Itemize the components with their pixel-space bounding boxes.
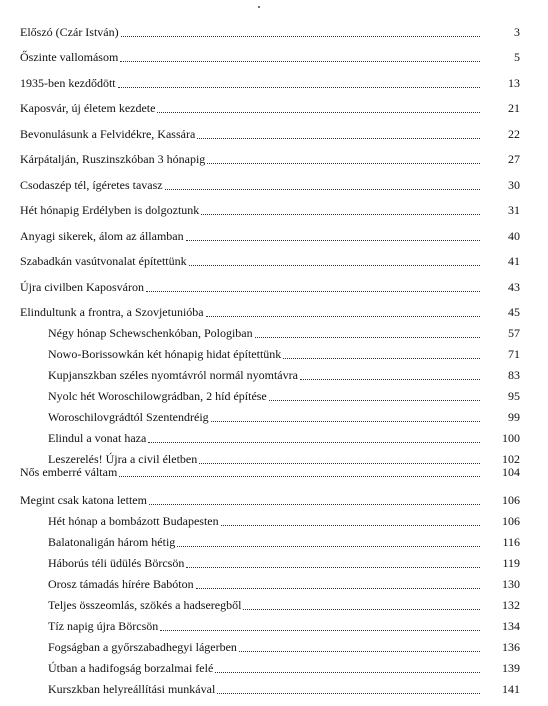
toc-leader-dots [177, 542, 480, 547]
toc-entry-title: 1935-ben kezdődött [20, 76, 116, 90]
toc-section-2 [0, 298, 548, 466]
toc-leader-dots [121, 32, 480, 37]
toc-entry[interactable] [0, 166, 548, 192]
toc-leader-dots [283, 354, 480, 359]
toc-leader-dots [221, 521, 480, 526]
toc-subentry[interactable] [0, 340, 548, 361]
toc-entry-title: Négy hónap Schewschenkóban, Pologiban [48, 326, 253, 340]
toc-entry-page: 30 [508, 178, 520, 192]
toc-entry-page: 21 [508, 101, 520, 115]
toc-entry-title: Őszinte vallomásom [20, 50, 119, 64]
toc-leader-dots [269, 396, 480, 401]
toc-entry-title: Nős emberré váltam [20, 465, 118, 479]
toc-leader-dots [215, 668, 480, 673]
toc-entry-title: Nowo-Borissowkán két hónapig hidat építettünk [48, 347, 282, 361]
toc-entry[interactable] [0, 486, 548, 507]
toc-subentry[interactable] [0, 549, 548, 570]
toc-leader-dots [197, 134, 480, 139]
toc-subentry[interactable] [0, 612, 548, 633]
toc-entry-title: Háborús téli üdülés Börcsön [48, 556, 185, 570]
toc-entry-page: 45 [508, 305, 520, 319]
toc-entry[interactable] [0, 141, 548, 166]
toc-entry-page: 41 [508, 254, 520, 268]
toc-subentry[interactable] [0, 403, 548, 424]
toc-subentry[interactable] [0, 570, 548, 591]
toc-entry-page: 141 [502, 682, 520, 696]
toc-entry-title: Kurszkban helyreállítási munkával [48, 682, 216, 696]
toc-leader-dots [217, 689, 480, 694]
toc-entry-page: 134 [502, 619, 520, 633]
toc-entry-title: Előszó (Czár István) [20, 25, 119, 39]
toc-subentry[interactable] [0, 675, 548, 696]
toc-subentry[interactable] [0, 424, 548, 445]
toc-leader-dots [186, 563, 480, 568]
toc-entry-page: 119 [502, 556, 520, 570]
toc-leader-dots [118, 83, 480, 88]
toc-entry-page: 27 [508, 152, 520, 166]
toc-entry-title: Woroschilovgrádtól Szentendréig [48, 410, 209, 424]
toc-entry-title: Anyagi sikerek, álom az államban [20, 229, 184, 243]
toc-entry-page: 95 [508, 389, 520, 403]
toc-entry-title: Szabadkán vasútvonalat építettünk [20, 254, 187, 268]
toc-leader-dots [189, 261, 480, 266]
toc-subentry[interactable] [0, 319, 548, 340]
toc-entry[interactable] [0, 192, 548, 217]
toc-leader-dots [149, 500, 480, 505]
toc-entry-title: Megint csak katona lettem [20, 493, 147, 507]
toc-subentry[interactable] [0, 591, 548, 612]
toc-entry-page: 71 [508, 347, 520, 361]
toc-leader-dots [243, 605, 480, 610]
scan-mark [258, 6, 260, 8]
toc-entry[interactable] [0, 268, 548, 294]
toc-leader-dots [148, 438, 480, 443]
toc-entry-page: 57 [508, 326, 520, 340]
toc-subentry[interactable] [0, 361, 548, 382]
toc-entry-page: 136 [502, 640, 520, 654]
toc-leader-dots [119, 472, 480, 477]
toc-leader-dots [255, 333, 480, 338]
toc-entry-title: Leszerelés! Újra a civil életben [48, 452, 198, 466]
toc-entry-page: 13 [508, 76, 520, 90]
toc-entry-title: Bevonulásunk a Felvidékre, Kassára [20, 127, 196, 141]
toc-entry-page: 102 [502, 452, 520, 466]
toc-entry-title: Csodaszép tél, ígéretes tavasz [20, 178, 163, 192]
toc-leader-dots [165, 185, 480, 190]
toc-entry[interactable] [0, 64, 548, 90]
toc-entry-title: Útban a hadifogság borzalmai felé [48, 661, 214, 675]
toc-section-1 [0, 14, 548, 294]
toc-entry-page: 132 [502, 598, 520, 612]
toc-leader-dots [206, 312, 480, 317]
toc-leader-dots [211, 417, 480, 422]
toc-entry-title: Elindul a vonat haza [48, 431, 147, 445]
toc-leader-dots [201, 210, 480, 215]
toc-leader-dots [146, 287, 480, 292]
toc-entry-page: 3 [514, 25, 520, 39]
toc-entry-title: Hét hónap a bombázott Budapesten [48, 514, 219, 528]
toc-entry-title: Kaposvár, új életem kezdete [20, 101, 156, 115]
toc-leader-dots [186, 236, 480, 241]
toc-entry-title: Balatonaligán három hétig [48, 535, 176, 549]
toc-entry-page: 43 [508, 280, 520, 294]
toc-entry[interactable] [0, 458, 548, 479]
toc-entry-title: Hét hónapig Erdélyben is dolgoztunk [20, 203, 200, 217]
toc-entry-title: Kárpátalján, Ruszinszkóban 3 hónapig [20, 152, 206, 166]
toc-entry-page: 116 [502, 535, 520, 549]
toc-section-4 [0, 486, 548, 696]
toc-entry-page: 22 [508, 127, 520, 141]
toc-entry[interactable] [0, 298, 548, 319]
toc-subentry[interactable] [0, 633, 548, 654]
toc-entry[interactable] [0, 115, 548, 141]
toc-entry-page: 100 [502, 431, 520, 445]
toc-entry-title: Nyolc hét Woroschilowgrádban, 2 híd építése [48, 389, 267, 403]
toc-entry-page: 40 [508, 229, 520, 243]
toc-entry[interactable] [0, 14, 548, 39]
toc-entry-title: Tíz napig újra Börcsön [48, 619, 159, 633]
toc-entry-page: 106 [502, 493, 520, 507]
toc-entry[interactable] [0, 90, 548, 115]
toc-entry-title: Fogságban a győrszabadhegyi lágerben [48, 640, 237, 654]
toc-leader-dots [120, 57, 480, 62]
toc-subentry[interactable] [0, 654, 548, 675]
toc-subentry[interactable] [0, 507, 548, 528]
toc-entry-page: 104 [502, 465, 520, 479]
toc-subentry[interactable] [0, 528, 548, 549]
toc-leader-dots [196, 584, 480, 589]
toc-entry-page: 5 [514, 50, 520, 64]
toc-entry-page: 130 [502, 577, 520, 591]
toc-entry[interactable] [0, 243, 548, 268]
toc-entry[interactable] [0, 217, 548, 243]
toc-leader-dots [300, 375, 480, 380]
toc-subentry[interactable] [0, 382, 548, 403]
toc-leader-dots [157, 108, 480, 113]
toc-entry-title: Újra civilben Kaposváron [20, 280, 144, 294]
toc-entry-page: 31 [508, 203, 520, 217]
toc-entry-title: Elindultunk a frontra, a Szovjetunióba [20, 305, 204, 319]
toc-entry-page: 99 [508, 410, 520, 424]
toc-entry-page: 83 [508, 368, 520, 382]
toc-leader-dots [239, 647, 480, 652]
toc-entry-title: Teljes összeomlás, szökés a hadseregből [48, 598, 242, 612]
toc-leader-dots [207, 159, 480, 164]
toc-leader-dots [160, 626, 480, 631]
toc-section-3 [0, 458, 548, 479]
toc-entry-page: 106 [502, 514, 520, 528]
toc-entry-page: 139 [502, 661, 520, 675]
toc-entry[interactable] [0, 39, 548, 64]
toc-entry-title: Orosz támadás hírére Babóton [48, 577, 194, 591]
toc-entry-title: Kupjanszkban széles nyomtávról normál nyomtávra [48, 368, 298, 382]
